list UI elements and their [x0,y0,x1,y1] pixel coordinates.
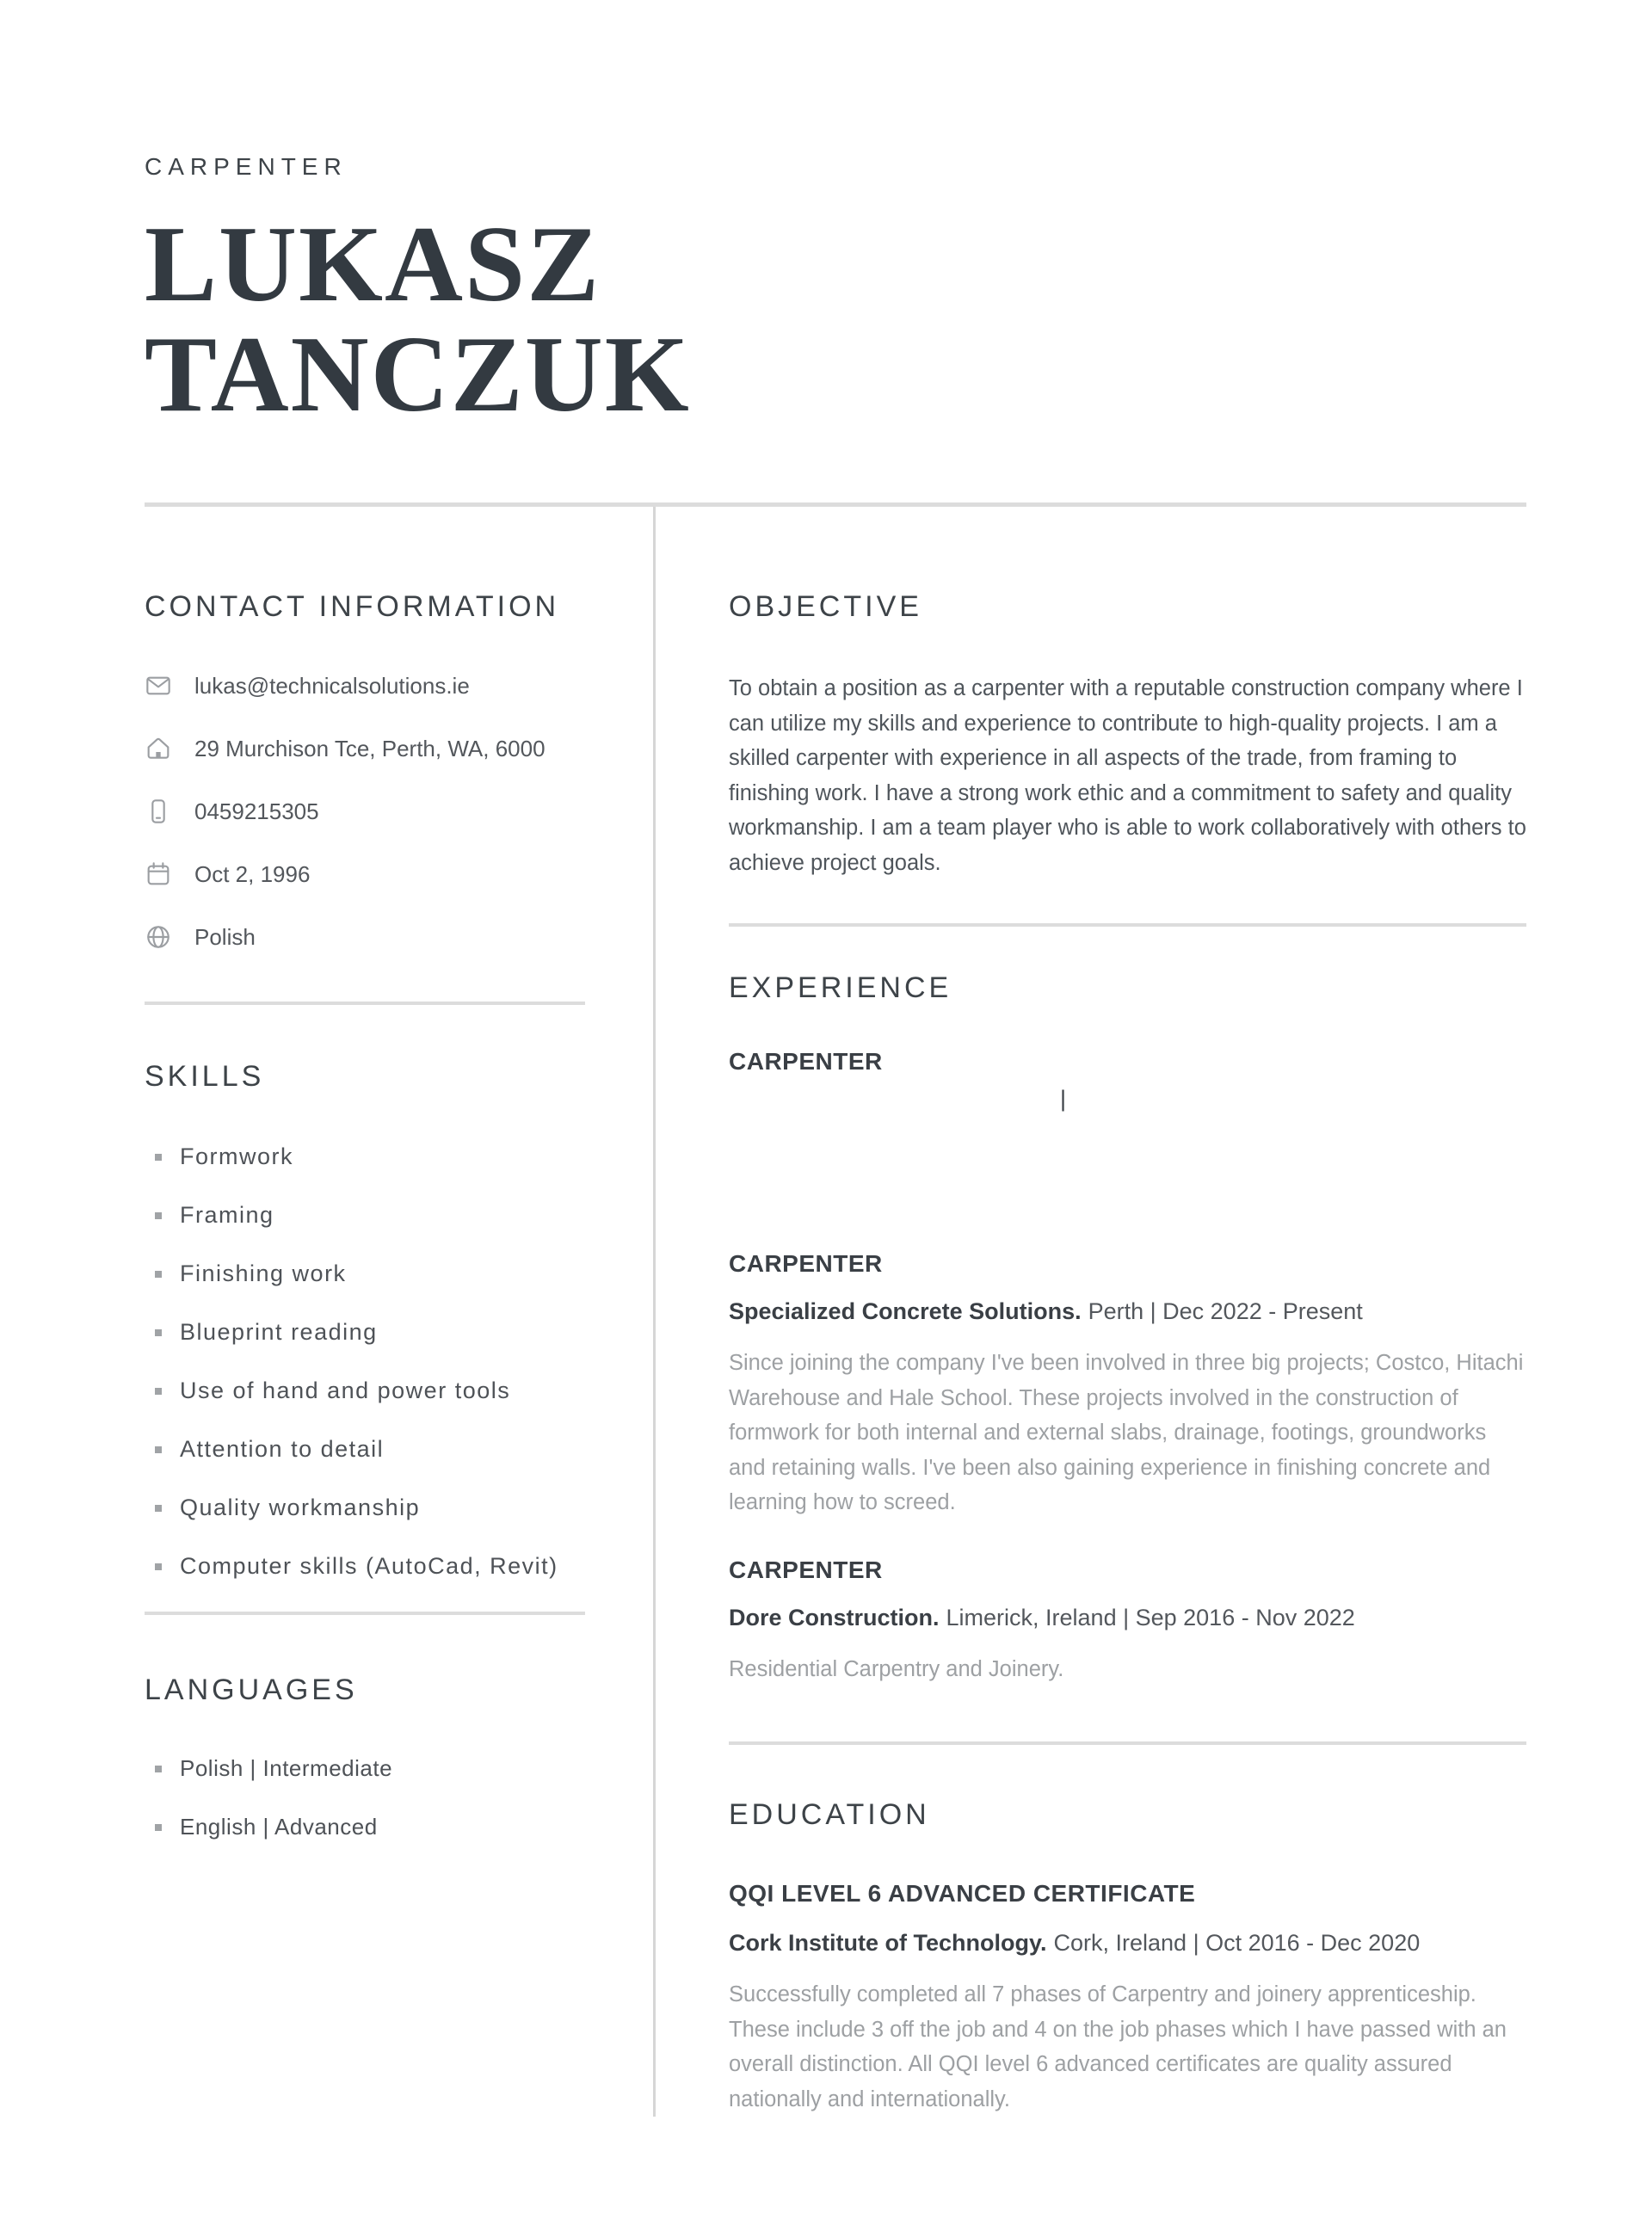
left-column [145,507,585,2117]
contact-address-value: 29 Murchison Tce, Perth, WA, 6000 [194,735,546,761]
education-entry-school-line [729,1930,1526,1957]
phone-icon [145,798,172,825]
experience-section-heading: EXPERIENCE [729,971,952,1004]
right-column [729,507,1526,2117]
column-divider [653,507,656,2117]
skill-label: Formwork [180,1143,293,1169]
experience-entry-title: CARPENTER [729,1556,883,1583]
company-meta: Limerick, Ireland | Sep 2016 - Nov 2022 [946,1604,1355,1630]
bullet-square-icon [155,1824,162,1831]
skill-label: Blueprint reading [180,1319,378,1345]
skill-item [145,1553,585,1580]
contact-item-phone [145,798,585,825]
languages-section-divider [145,1612,585,1615]
skill-item [145,1143,585,1170]
experience-entry-empty-description [729,1113,1526,1224]
bullet-square-icon [155,1388,162,1395]
text-cursor-caret: | [1060,1086,1067,1112]
skill-label: Attention to detail [180,1436,385,1462]
experience-entry-description: Residential Carpentry and Joinery. [729,1656,1064,1681]
language-item [145,1814,585,1840]
skills-list [145,1143,585,1580]
experience-entry [729,1556,1526,1687]
company-name: Dore Construction. [729,1604,940,1630]
header [145,0,1526,435]
language-label: English | Advanced [180,1814,378,1840]
experience-entry-company-line [729,1605,1526,1631]
skill-label: Use of hand and power tools [180,1378,511,1403]
experience-entry-title: CARPENTER [729,1048,883,1075]
contact-item-nationality [145,923,585,951]
globe-icon [145,923,172,951]
objective-text: To obtain a position as a carpenter with a reputable construction company where I can utilize my skills and experience to contribute to high-quality projects. I am a skilled carpenter with experience in all aspects of the trade, from framing to finishing work. I have a strong work ethic and a commitment to safety and quality workmanship. I am a team player who is able to work collaboratively with others to achieve project goals. [729,676,1526,875]
education-entry-title: QQI LEVEL 6 ADVANCED CERTIFICATE [729,1880,1196,1907]
skill-item [145,1261,585,1287]
experience-entry-description: Since joining the company I've been involved in three big projects; Costco, Hitachi Warehouse and Hale School. These projects involved in the construction of formwork for both internal and external slabs, drainage, footings, groundworks and retaining walls. I've been also gaining experience in finishing concrete and learning how to screed. [729,1351,1524,1514]
job-title-label: CARPENTER [145,153,348,180]
skill-item [145,1495,585,1521]
bullet-square-icon [155,1271,162,1278]
bullet-square-icon [155,1563,162,1570]
skill-item [145,1378,585,1404]
skills-section-divider [145,1002,585,1005]
contact-section-heading: CONTACT INFORMATION [145,590,560,623]
email-icon [145,672,172,700]
languages-list [145,1755,585,1840]
bullet-square-icon [155,1154,162,1161]
language-item [145,1755,585,1782]
contact-email-value: lukas@technicalsolutions.ie [194,672,470,699]
experience-entry [729,1048,1526,1224]
bullet-square-icon [155,1329,162,1336]
skill-label: Finishing work [180,1261,347,1286]
experience-entry-company-line [729,1298,1526,1325]
contact-item-address [145,735,585,762]
contact-birthdate-value: Oct 2, 1996 [194,860,311,887]
bullet-square-icon [155,1212,162,1219]
contact-item-email [145,672,585,700]
skills-section-heading: SKILLS [145,1060,265,1093]
home-icon [145,735,172,762]
skill-item [145,1436,585,1463]
education-section-heading: EDUCATION [729,1798,930,1831]
languages-section-heading: LANGUAGES [145,1673,358,1706]
school-meta: Cork, Ireland | Oct 2016 - Dec 2020 [1053,1930,1421,1956]
contact-phone-value: 0459215305 [194,798,319,824]
contact-list [145,672,585,951]
experience-entry-editing-field[interactable] [729,1086,1526,1113]
experience-entries [729,1048,1526,1686]
skill-item [145,1202,585,1229]
name-line-1: LUKASZ [145,205,601,324]
skill-item [145,1319,585,1346]
experience-section-divider [729,923,1526,927]
education-entry [729,1880,1526,2117]
bullet-square-icon [155,1766,162,1772]
calendar-icon [145,860,172,888]
name-line-2: TANCZUK [145,315,691,435]
skill-label: Quality workmanship [180,1495,421,1520]
bullet-square-icon [155,1446,162,1453]
company-meta: Perth | Dec 2022 - Present [1088,1298,1363,1324]
education-entry-description: Successfully completed all 7 phases of Carpentry and joinery apprenticeship. These include 3 off the job and 4 on the job phases which I have passed with an overall distinction. All QQI level 6 advanced certificates are quality assured nationally and internationally. [729,1982,1507,2111]
contact-item-birthdate [145,860,585,888]
skill-label: Computer skills (AutoCad, Revit) [180,1553,558,1579]
company-name: Specialized Concrete Solutions. [729,1298,1082,1324]
bullet-square-icon [155,1505,162,1512]
education-section-divider [729,1741,1526,1745]
language-label: Polish | Intermediate [180,1755,393,1781]
objective-section-heading: OBJECTIVE [729,590,922,623]
candidate-name [145,205,1526,435]
experience-entry-title: CARPENTER [729,1250,883,1277]
experience-entry [729,1250,1526,1520]
contact-nationality-value: Polish [194,923,256,950]
skill-label: Framing [180,1202,274,1228]
school-name: Cork Institute of Technology. [729,1930,1047,1956]
